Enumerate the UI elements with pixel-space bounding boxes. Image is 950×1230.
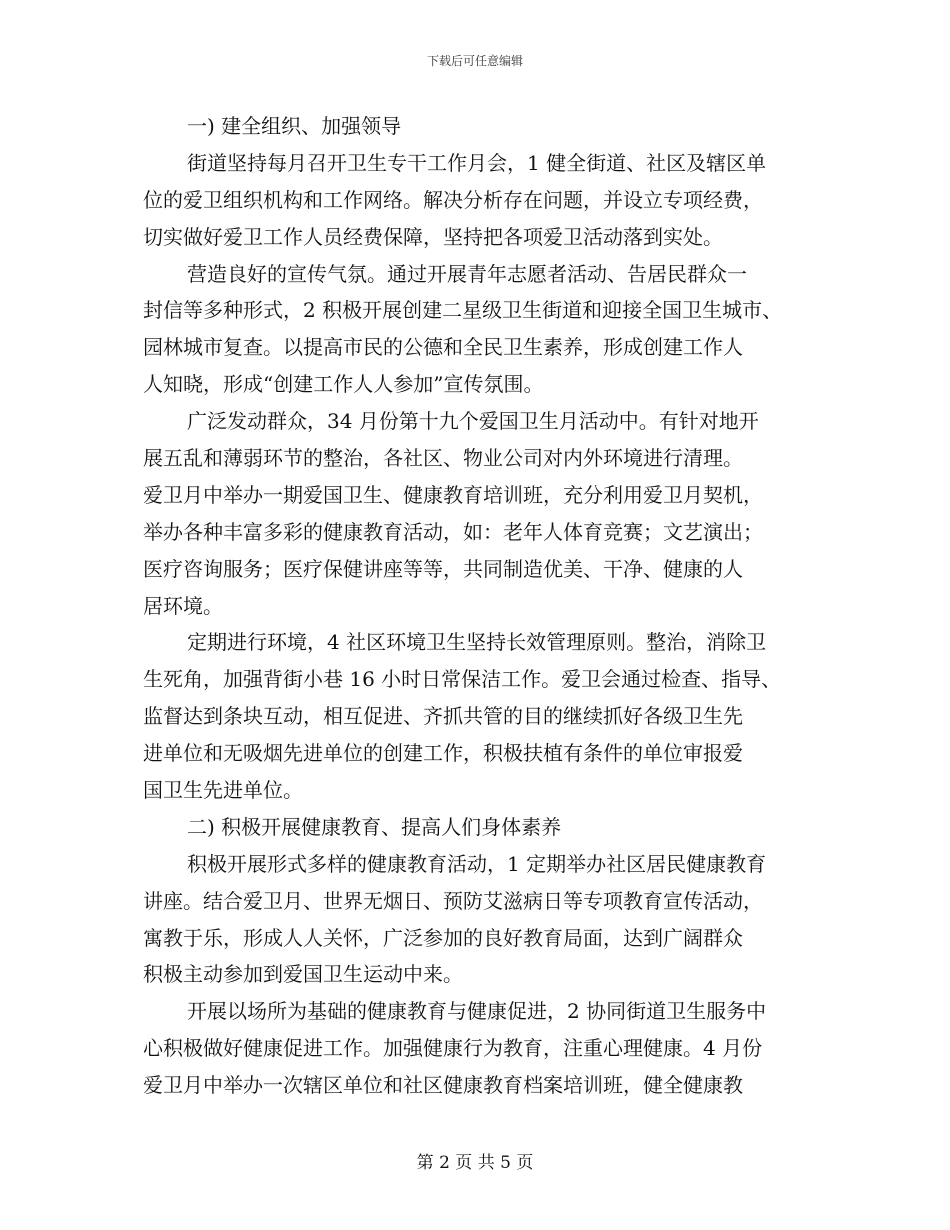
body-line: 园林城市复查。以提高市民的公德和全民卫生素养，形成创建工作人 bbox=[143, 335, 743, 360]
body-line: 医疗咨询服务；医疗保健讲座等等，共同制造优美、干净、健康的人 bbox=[143, 556, 743, 581]
body-line: 位的爱卫组织机构和工作网络。解决分析存在问题，并设立专项经费， bbox=[143, 187, 763, 212]
body-line: 积极开展形式多样的健康教育活动，1 定期举办社区居民健康教育 bbox=[187, 851, 767, 876]
page-footer: 第 2 页 共 5 页 bbox=[416, 1153, 534, 1173]
page-header: 下载后可任意编辑 bbox=[426, 54, 523, 68]
body-line: 举办各种丰富多彩的健康教育活动，如：老年人体育竞赛；文艺演出； bbox=[143, 519, 763, 544]
body-line: 生死角，加强背街小巷 16 小时日常保洁工作。爱卫会通过检查、指导、 bbox=[143, 667, 782, 692]
body-line: 定期进行环境，4 社区环境卫生坚持长效管理原则。整治，消除卫 bbox=[187, 630, 767, 655]
body-line: 讲座。结合爱卫月、世界无烟日、预防艾滋病日等专项教育宣传活动， bbox=[143, 888, 763, 913]
body-line: 切实做好爱卫工作人员经费保障，坚持把各项爱卫活动落到实处。 bbox=[143, 224, 723, 249]
body-line: 积极主动参加到爱国卫生运动中来。 bbox=[143, 962, 463, 987]
body-line: 封信等多种形式，2 积极开展创建二星级卫生街道和迎接全国卫生城市、 bbox=[143, 298, 783, 323]
body-line: 进单位和无吸烟先进单位的创建工作，积极扶植有条件的单位审报爱 bbox=[143, 741, 743, 766]
body-line: 爱卫月中举办一期爱国卫生、健康教育培训班，充分利用爱卫月契机， bbox=[143, 482, 763, 507]
body-line: 居环境。 bbox=[143, 593, 223, 618]
body-line: 爱卫月中举办一次辖区单位和社区健康教育档案培训班，健全健康教 bbox=[143, 1073, 743, 1098]
body-line: 开展以场所为基础的健康教育与健康促进，2 协同街道卫生服务中 bbox=[187, 999, 767, 1024]
body-line: 心积极做好健康促进工作。加强健康行为教育，注重心理健康。4 月份 bbox=[143, 1036, 763, 1061]
body-line: 一) 建全组织、加强领导 bbox=[187, 114, 402, 138]
body-line: 街道坚持每月召开卫生专干工作月会，1 健全街道、社区及辖区单 bbox=[187, 150, 767, 175]
body-line: 监督达到条块互动，相互促进、齐抓共管的目的继续抓好各级卫生先 bbox=[143, 704, 743, 729]
body-line: 人知晓，形成“创建工作人人参加”宣传氛围。 bbox=[143, 372, 544, 397]
section-heading: 二) 积极开展健康教育、提高人们身体素养 bbox=[187, 814, 562, 839]
body-line: 展五乱和薄弱环节的整治，各社区、物业公司对内外环境进行清理。 bbox=[143, 446, 743, 471]
body-line: 国卫生先进单位。 bbox=[143, 778, 303, 803]
body-line: 寓教于乐，形成人人关怀，广泛参加的良好教育局面，达到广阔群众 bbox=[143, 925, 743, 950]
body-line: 广泛发动群众，34 月份第十九个爱国卫生月活动中。有针对地开 bbox=[187, 409, 759, 434]
document-body bbox=[143, 108, 808, 1104]
body-line: 营造良好的宣传气氛。通过开展青年志愿者活动、告居民群众一 bbox=[187, 261, 747, 286]
